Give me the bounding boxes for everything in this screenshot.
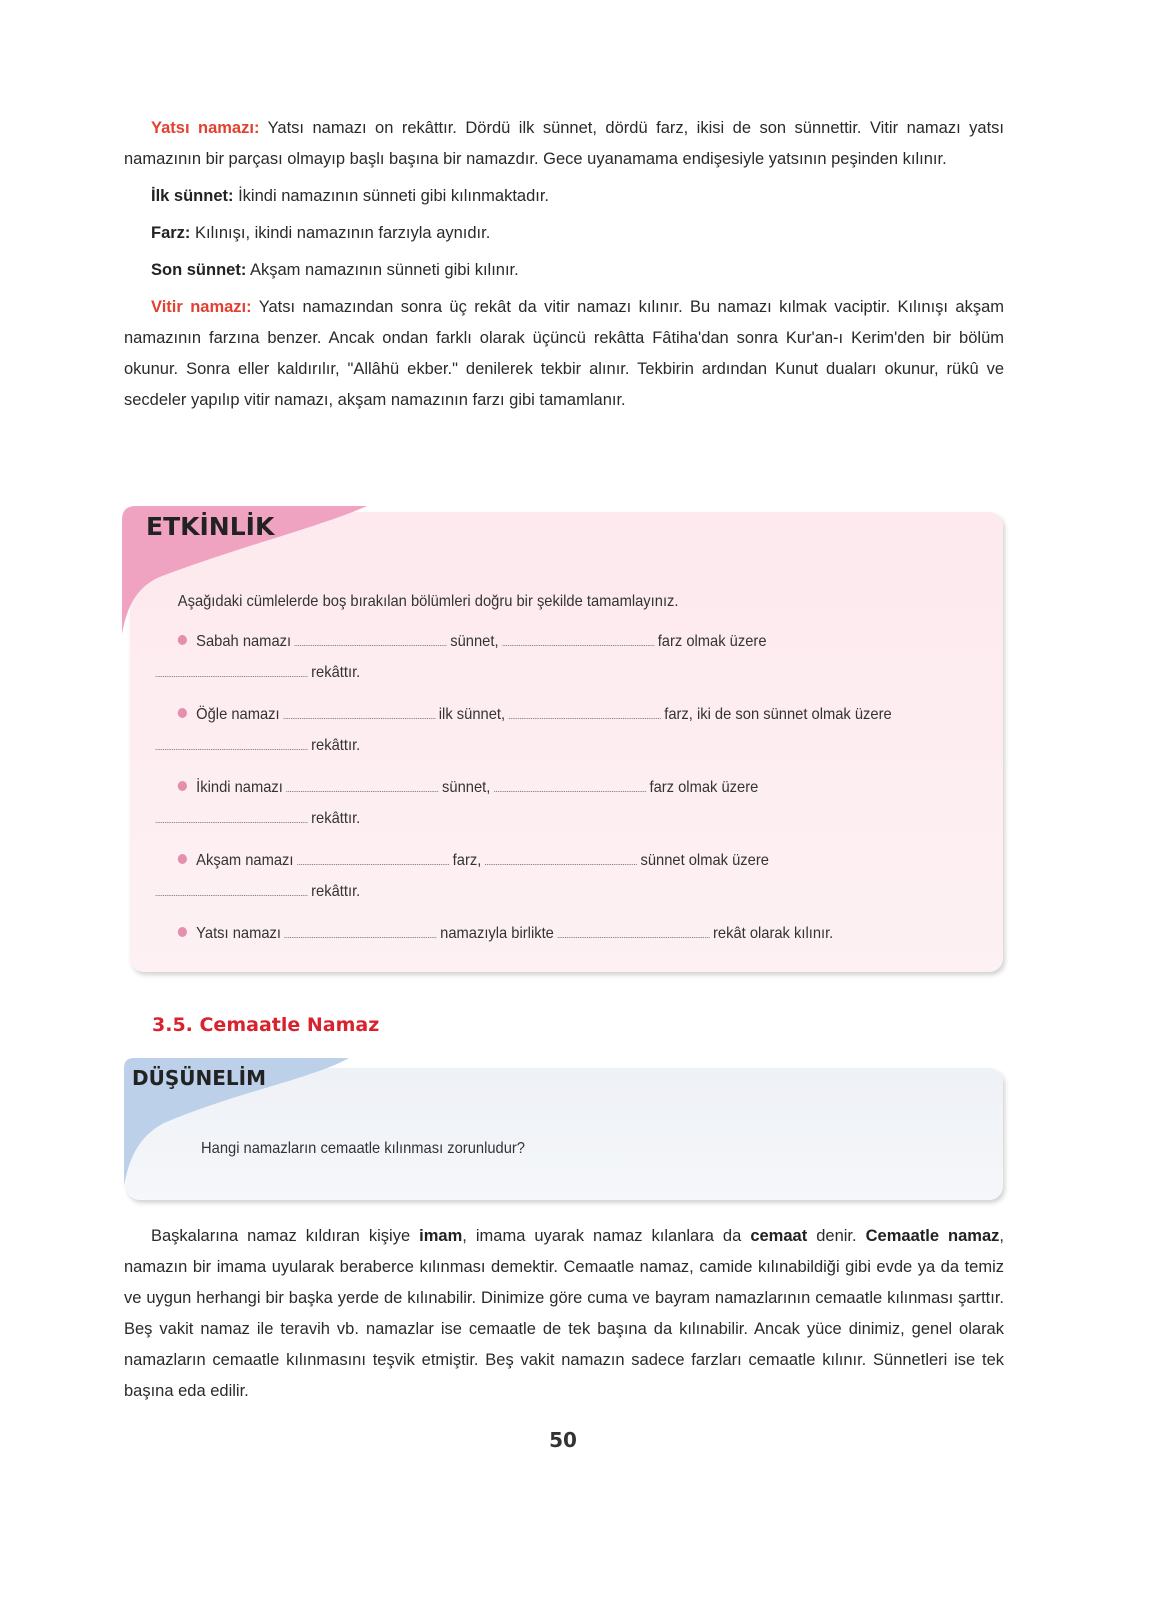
ilk-sunnet-line [124, 181, 1004, 212]
item-text: sünnet olmak üzere [640, 852, 769, 869]
blank-field[interactable] [283, 704, 435, 719]
son-text: Akşam namazının sünneti gibi kılınır. [246, 261, 519, 279]
dusunelim-title: DÜŞÜNELİM [132, 1066, 266, 1090]
blank-field[interactable] [494, 777, 646, 792]
item-text: Yatsı namazı [196, 925, 281, 942]
yatsi-paragraph [124, 113, 1004, 175]
item-text: farz, [452, 852, 482, 869]
bullet-icon [178, 854, 187, 864]
etkinlik-item [152, 918, 916, 949]
item-text: rekâttır. [311, 810, 361, 827]
ilk-label: İlk sünnet: [151, 187, 234, 205]
etkinlik-box [130, 512, 1003, 972]
blank-field[interactable] [509, 704, 661, 719]
farz-text: Kılınışı, ikindi namazının farzıyla aynıdır. [190, 224, 491, 242]
blank-field[interactable] [156, 808, 308, 823]
etkinlik-content [152, 586, 916, 960]
etkinlik-instruction: Aşağıdaki cümlelerde boş bırakılan bölümleri doğru bir şekilde tamamlayınız. [177, 593, 679, 610]
bullet-icon [178, 635, 187, 645]
blank-field[interactable] [287, 777, 439, 792]
etkinlik-item [152, 626, 916, 688]
blank-field[interactable] [285, 923, 437, 938]
body-seg: denir. [807, 1227, 866, 1245]
section-heading: 3.5. Cemaatle Namaz [152, 1014, 380, 1036]
blank-field[interactable] [156, 881, 308, 896]
bullet-icon [178, 927, 187, 937]
farz-line [124, 218, 1004, 249]
item-text: Akşam namazı [196, 852, 294, 869]
item-text: rekâttır. [311, 664, 361, 681]
yatsi-label: Yatsı namazı: [151, 119, 260, 137]
item-text: Sabah namazı [196, 633, 292, 650]
term-cemaatle-namaz: Cemaatle namaz [865, 1227, 1000, 1245]
item-text: İkindi namazı [196, 779, 283, 796]
dusunelim-box [126, 1068, 1003, 1200]
yatsi-text: Yatsı namazı on rekâttır. Dördü ilk sünnet, dördü farz, ikisi de son sünnettir. Vitir namazı yatsı namazının bir parçası olmayıp başlı başına bir namazdır. Gece uyanamama endişesiyle yatsının peşinden kılınır. [124, 119, 1004, 168]
item-text: rekâttır. [311, 883, 361, 900]
item-text: rekâttır. [311, 737, 361, 754]
son-sunnet-line [124, 255, 1004, 286]
bullet-icon [178, 781, 187, 791]
blank-field[interactable] [156, 735, 308, 750]
blank-field[interactable] [156, 662, 308, 677]
term-imam: imam [419, 1227, 463, 1245]
etkinlik-item [152, 845, 916, 907]
body-seg: , imama uyarak namaz kılanlara da [462, 1227, 751, 1245]
body-seg: , namazın bir imama uyularak beraberce kılınması demektir. Cemaatle namaz, camide kılınabildiği gibi evde ya da temiz ve uygun herhangi bir başka yerde de kılınabilir. Dinimize göre cuma ve bayram namazlarının cemaatle kılınması şarttır. Beş vakit namaz ile teravih vb. namazlar ise cemaatle de tek başına da kılınabilir. Ancak yüce dinimiz, genel olarak namazların cemaatle kılınmasını teşvik etmiştir. Beş vakit namazın sadece farzları cemaatle kılınır. Sünnetleri ise tek başına eda edilir. [124, 1227, 1004, 1400]
vitir-label: Vitir namazı: [151, 298, 252, 316]
item-text: sünnet, [442, 779, 491, 796]
item-text: Öğle namazı [196, 706, 280, 723]
item-text: farz olmak üzere [649, 779, 759, 796]
item-text: sünnet, [450, 633, 499, 650]
farz-label: Farz: [151, 224, 191, 242]
blank-field[interactable] [485, 850, 637, 865]
ilk-text: İkindi namazının sünneti gibi kılınmaktadır. [233, 187, 550, 205]
bullet-icon [178, 708, 187, 718]
item-text: ilk sünnet, [438, 706, 506, 723]
page-number: 50 [549, 1428, 577, 1452]
term-cemaat: cemaat [750, 1227, 808, 1245]
cemaat-paragraph [124, 1221, 1004, 1407]
intro-text [124, 113, 1004, 422]
blank-field[interactable] [558, 923, 710, 938]
vitir-text: Yatsı namazından sonra üç rekât da vitir namazı kılınır. Bu namazı kılmak vaciptir. Kılınışı akşam namazının farzına benzer. Ancak ondan farklı olarak üçüncü rekâtta Fâtiha'dan sonra Kur'an-ı Kerim'den bir bölüm okunur. Sonra eller kaldırılır, "Allâhü ekber." denilerek tekbir alınır. Tekbirin ardından Kunut duaları okunur, rükû ve secdeler yapılıp vitir namazı, akşam namazının farzı gibi tamamlanır. [124, 298, 1004, 409]
item-text: farz, iki de son sünnet olmak üzere [664, 706, 892, 723]
item-text: namazıyla birlikte [440, 925, 554, 942]
body-text [124, 1221, 1004, 1413]
son-label: Son sünnet: [151, 261, 247, 279]
body-seg: Başkalarına namaz kıldıran kişiye [151, 1227, 420, 1245]
dusunelim-question: Hangi namazların cemaatle kılınması zorunludur? [201, 1140, 525, 1157]
blank-field[interactable] [502, 631, 654, 646]
item-text: farz olmak üzere [657, 633, 767, 650]
etkinlik-item [152, 772, 916, 834]
etkinlik-title: ETKİNLİK [146, 512, 275, 541]
vitir-paragraph [124, 292, 1004, 416]
etkinlik-item [152, 699, 916, 761]
item-text: rekât olarak kılınır. [713, 925, 834, 942]
blank-field[interactable] [297, 850, 449, 865]
blank-field[interactable] [295, 631, 447, 646]
